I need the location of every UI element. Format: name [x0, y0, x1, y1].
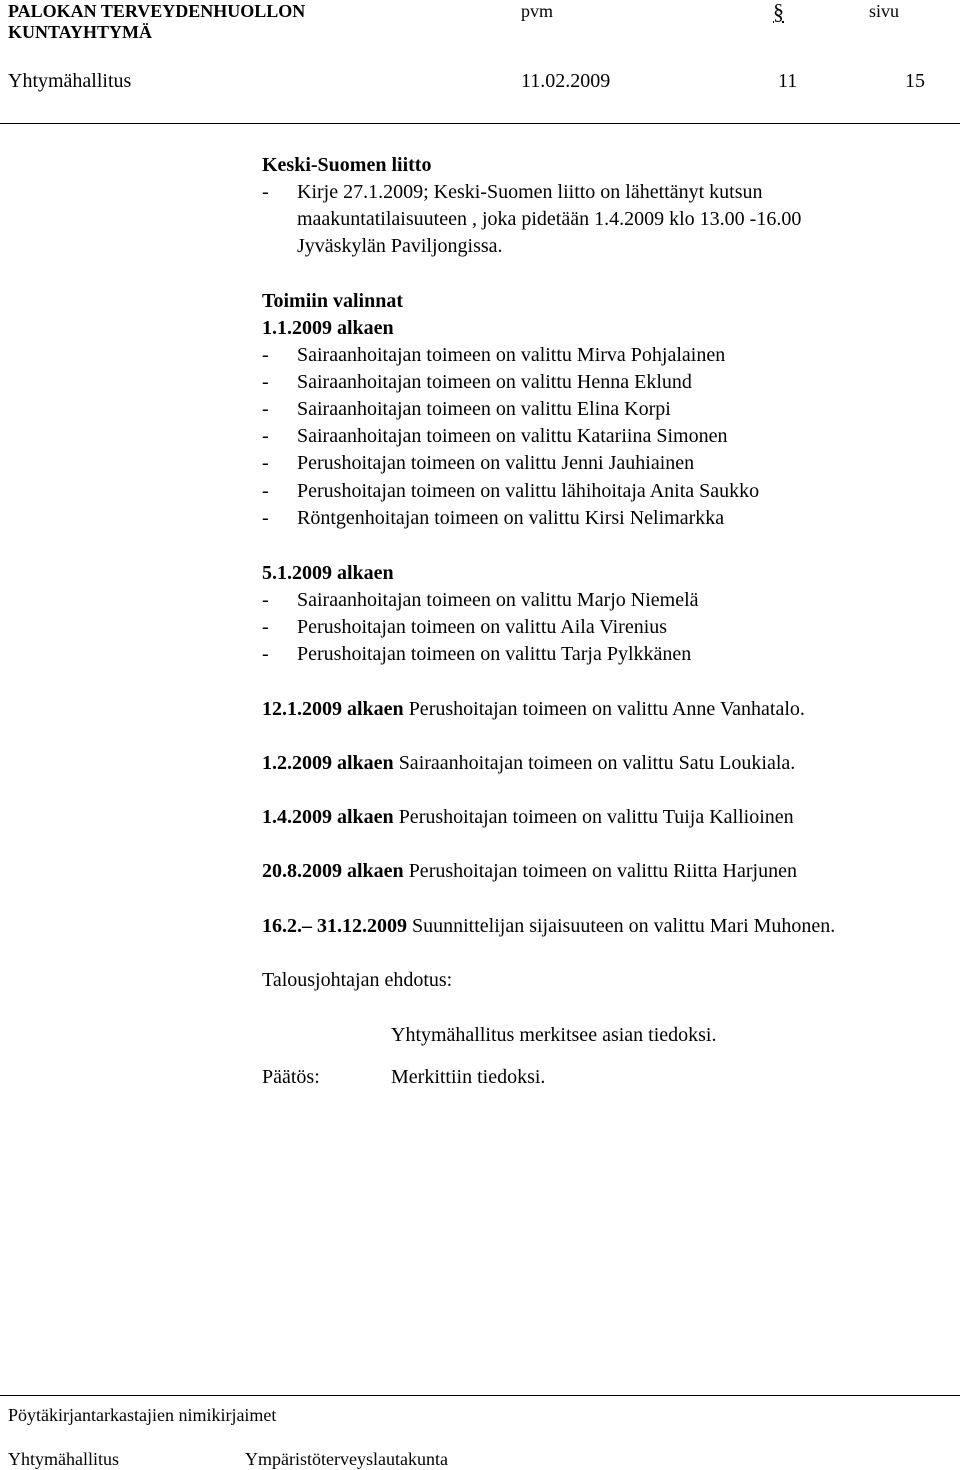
footer-right: Ympäristöterveyslautakunta	[245, 1449, 448, 1469]
list-item-text: Perushoitajan toimeen on valittu Tarja Pylkkänen	[297, 643, 692, 665]
appointments-heading: Toimiin valinnat	[262, 290, 403, 312]
section-mark: §	[773, 0, 784, 24]
pvm-label: pvm	[521, 1, 554, 21]
intro-dash: -	[262, 181, 269, 203]
entry-date: 12.1.2009 alkaen	[262, 698, 404, 720]
appointment-entry	[262, 858, 797, 885]
decision-text: Merkittiin tiedoksi.	[391, 1066, 546, 1088]
list-dash: -	[262, 398, 269, 420]
intro-heading: Keski-Suomen liitto	[262, 154, 432, 176]
intro-line: Jyväskylän Paviljongissa.	[297, 235, 503, 257]
list-dash: -	[262, 507, 269, 529]
list-item-text: Perushoitajan toimeen on valittu Jenni Jauhiainen	[297, 452, 695, 474]
intro-line: maakuntatilaisuuteen , joka pidetään 1.4.2009 klo 13.00 -16.00	[297, 208, 802, 230]
list-item-text: Sairaanhoitajan toimeen on valittu Mirva Pohjalainen	[297, 344, 726, 366]
appointment-entry	[262, 804, 794, 831]
entry-text: Perushoitajan toimeen on valittu Anne Vanhatalo.	[403, 698, 805, 720]
decision-label: Päätös:	[262, 1066, 320, 1088]
list-item-text: Sairaanhoitajan toimeen on valittu Marjo Niemelä	[297, 589, 699, 611]
proposal-label: Talousjohtajan ehdotus:	[262, 969, 453, 991]
footer-left: Yhtymähallitus	[8, 1449, 119, 1469]
entry-text: Perushoitajan toimeen on valittu Riitta Harjunen	[403, 860, 797, 882]
entry-date: 1.2.2009 alkaen	[262, 752, 394, 774]
list-dash: -	[262, 616, 269, 638]
list-dash: -	[262, 589, 269, 611]
entry-text: Perushoitajan toimeen on valittu Tuija Kallioinen	[393, 806, 794, 828]
list-dash: -	[262, 643, 269, 665]
intro-line: Kirje 27.1.2009; Keski-Suomen liitto on lähettänyt kutsun	[297, 181, 763, 203]
entry-date: 16.2.– 31.12.2009	[262, 915, 407, 937]
sivu-label: sivu	[869, 1, 900, 21]
list-item-text: Sairaanhoitajan toimeen on valittu Henna Eklund	[297, 371, 692, 393]
list-dash: -	[262, 371, 269, 393]
appointment-entry	[262, 696, 805, 723]
group1-date-heading: 1.1.2009 alkaen	[262, 317, 394, 339]
meeting-date: 11.02.2009	[521, 70, 611, 92]
list-item-text: Perushoitajan toimeen on valittu Aila Virenius	[297, 616, 668, 638]
page-number: 15	[905, 70, 925, 92]
entry-text: Sairaanhoitajan toimeen on valittu Satu Loukiala.	[393, 752, 796, 774]
list-item-text: Röntgenhoitajan toimeen on valittu Kirsi Nelimarkka	[297, 507, 725, 529]
organization-name-line1: PALOKAN TERVEYDENHUOLLON	[8, 1, 306, 21]
header-divider	[0, 123, 960, 124]
body-name: Yhtymähallitus	[8, 70, 132, 92]
group2-date-heading: 5.1.2009 alkaen	[262, 562, 394, 584]
list-dash: -	[262, 480, 269, 502]
list-item-text: Perushoitajan toimeen on valittu lähihoitaja Anita Saukko	[297, 480, 760, 502]
list-dash: -	[262, 344, 269, 366]
entry-date: 20.8.2009 alkaen	[262, 860, 404, 882]
section-number: 11	[778, 70, 798, 92]
organization-name-line2: KUNTAYHTYMÄ	[8, 22, 153, 42]
list-dash: -	[262, 452, 269, 474]
list-item-text: Sairaanhoitajan toimeen on valittu Katariina Simonen	[297, 425, 728, 447]
entry-text: Suunnittelijan sijaisuuteen on valittu Mari Muhonen.	[407, 915, 836, 937]
footer-title: Pöytäkirjantarkastajien nimikirjaimet	[8, 1405, 277, 1425]
appointment-entry	[262, 750, 795, 777]
appointment-entry	[262, 913, 835, 940]
footer-divider	[0, 1395, 960, 1396]
list-dash: -	[262, 425, 269, 447]
entry-date: 1.4.2009 alkaen	[262, 806, 394, 828]
proposal-text: Yhtymähallitus merkitsee asian tiedoksi.	[391, 1024, 717, 1046]
list-item-text: Sairaanhoitajan toimeen on valittu Elina Korpi	[297, 398, 671, 420]
